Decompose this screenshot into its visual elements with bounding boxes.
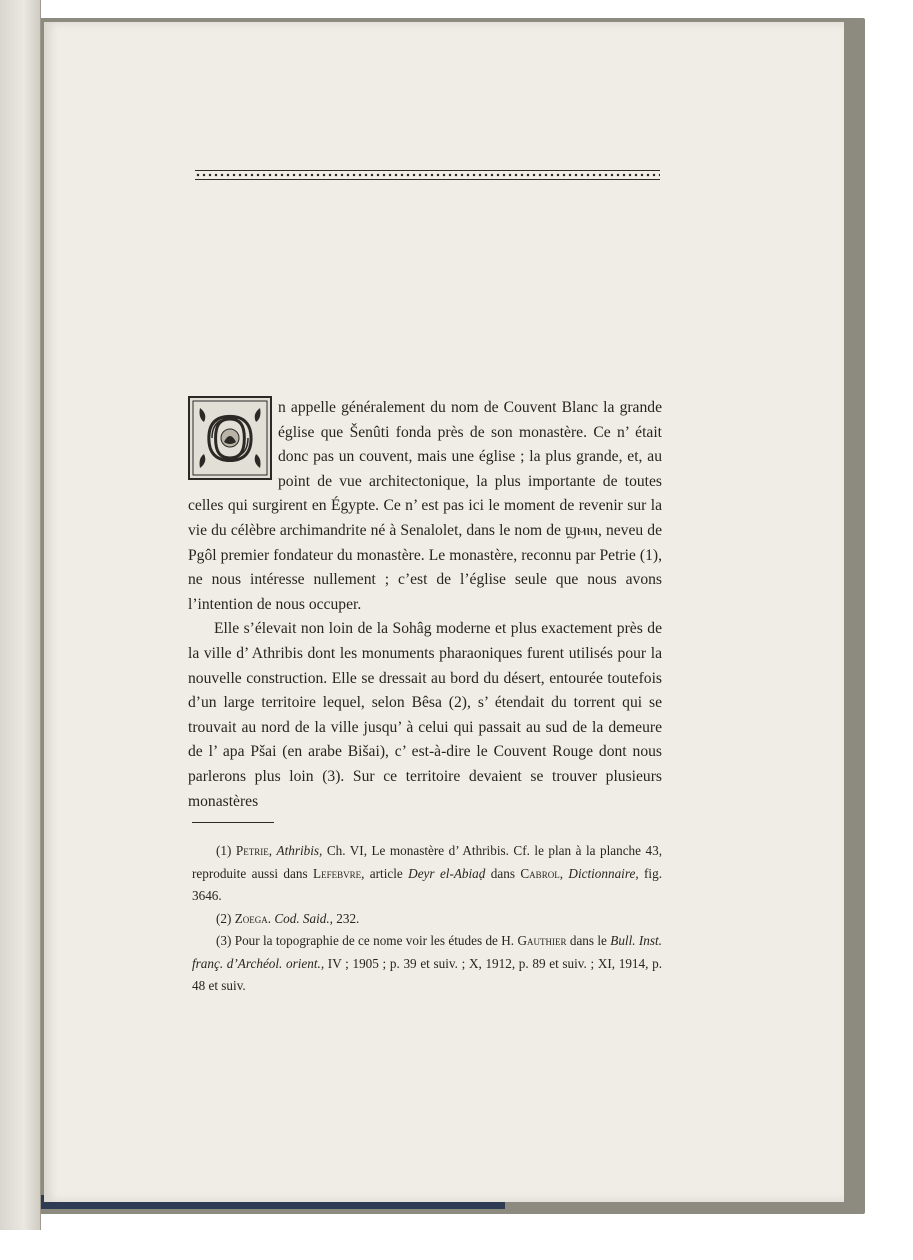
text-segment: (2) (216, 910, 235, 926)
footnote (192, 908, 662, 931)
footnote (192, 930, 662, 998)
text-segment: Ch. VI, Le monastère d’ Athribis. Cf. le plan à la planche 43, reproduite aussi dans (192, 843, 662, 881)
text-segment: (3) Pour la topographie de ce nome voir les études de H. (216, 933, 518, 948)
text-segment: Cabrol (520, 865, 560, 881)
text-segment: fig. 3646. (192, 865, 662, 903)
text-segment: ϣⲙⲓⲛ (565, 521, 598, 539)
footnote (192, 840, 662, 908)
text-segment: dans (485, 865, 521, 881)
text-segment: Lefebvre (313, 865, 362, 881)
text-segment: . (267, 910, 275, 926)
initial-ornament-icon (190, 398, 270, 478)
body-text (188, 396, 662, 814)
text-segment: 232. (332, 910, 360, 926)
text-segment: Elle s’élevait non loin de la Sohâg moderne et plus exactement près de la ville d’ Athribis dont les monuments pharaoniques furent utilisés pour la nouvelle construction. Elle se dressait au bord du désert, entourée toutefois d’un large territoire lequel, selon Bêsa (2), s’ étendait du torrent qui se trouvait au nord de la ville jusqu’ à celui qui passait au sud de la demeure de l’ apa Pšai (en arabe Bišai), c’ est-à-dire le Couvent Rouge dont nous parlerons plus loin (3). Sur ce territoire devaient se trouver plusieurs monastères (188, 620, 662, 810)
dropcap-letter: O (206, 402, 254, 475)
footnotes (192, 840, 662, 998)
text-segment: Gauthier (517, 933, 567, 948)
footnote-separator (192, 822, 274, 823)
ornamental-header-rule (195, 170, 660, 180)
text-segment: Petrie (235, 843, 269, 858)
text-segment: , neveu de Pgôl premier fondateur du monastère. Le monastère, reconnu par Petrie (1), ne nous intéresse nullement ; c’est de l’église seule que nous avons l’intention de nous occuper. (188, 521, 662, 613)
text-segment: dans le (566, 933, 611, 948)
text-segment: Athribis, (276, 843, 323, 858)
text-segment: Cod. Said., (274, 910, 333, 926)
text-segment: , article (361, 865, 409, 881)
text-segment: , (268, 843, 277, 858)
facing-page-edge (0, 0, 41, 1230)
text-segment: n appelle généralement du nom de Couvent Blanc la grande église que Šenûti fonda près de son monastère. Ce n’ était donc pas un couvent, mais une église ; la plus grande, et, au point de vue architectonique, la plus importante de toutes celles qui surgirent en Égypte. Ce n’ est pas ici le moment de revenir sur la vie du célèbre archimandrite né à Senalolet, dans le nom de (188, 399, 662, 539)
text-segment: Deyr el-Abiaḍ (408, 865, 486, 881)
text-segment: , (559, 865, 569, 881)
decorated-initial-letter (188, 396, 272, 480)
paragraph (188, 617, 662, 814)
text-segment: Dictionnaire, (568, 865, 639, 881)
text-segment: (1) (216, 843, 236, 858)
text-segment: IV ; 1905 ; p. 39 et suiv. ; X, 1912, p. 89 et suiv. ; XI, 1914, p. 48 et suiv. (192, 955, 662, 993)
text-segment: Zoega (234, 910, 268, 926)
text-segment: Bull. Inst. franç. d’Archéol. orient., (192, 933, 662, 971)
